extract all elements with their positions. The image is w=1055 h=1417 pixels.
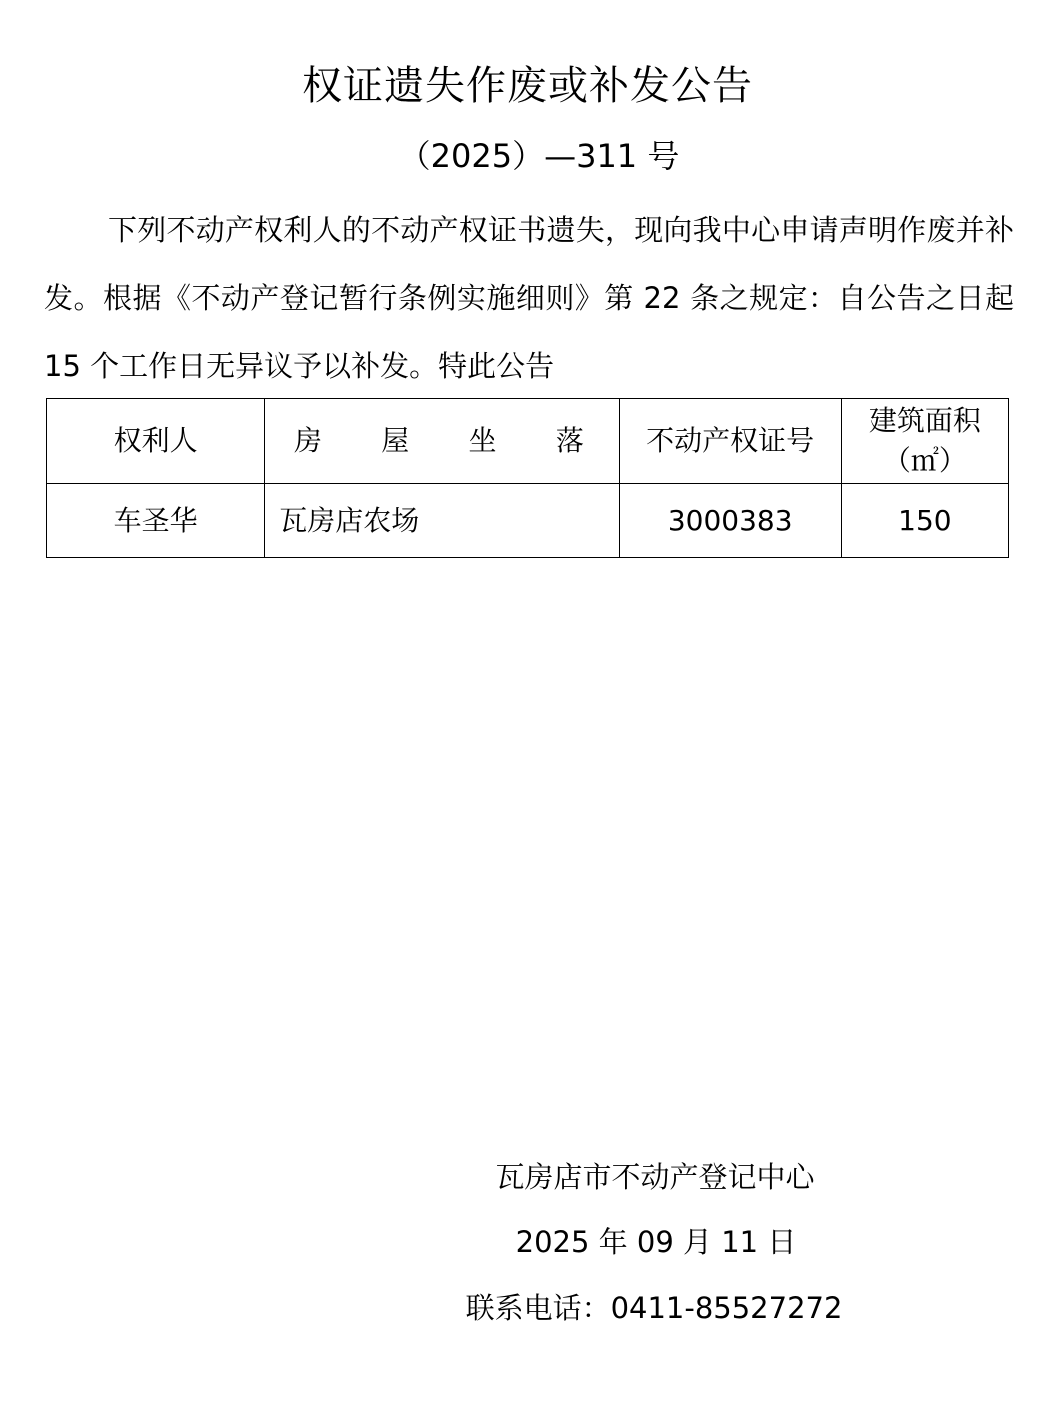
header-area-unit: （㎡） <box>882 444 967 477</box>
notice-title: 权证遗失作废或补发公告 <box>302 63 753 109</box>
notice-body: 下列不动产权利人的不动产权证书遗失，现向我中心申请声明作废并补发。根据《不动产登记暂行条例实施细则》第 22 条之规定：自公告之日起 15 个工作日无异议予以补发。特此公告 <box>44 213 1014 383</box>
footer-organization: 瓦房店市不动产登记中心 <box>495 1160 815 1194</box>
footer-date: 2025 年 09 月 11 日 <box>515 1225 797 1259</box>
cell-location: 瓦房店农场 <box>265 484 619 558</box>
cell-holder: 车圣华 <box>47 484 265 558</box>
notice-number: （2025）—311 号 <box>398 137 680 175</box>
records-table <box>46 398 1009 558</box>
footer-phone: 联系电话：0411-85527272 <box>465 1291 843 1325</box>
header-area <box>841 399 1008 484</box>
header-area-label: 建筑面积 <box>868 404 981 437</box>
header-location: 房 屋 坐 落 <box>265 399 619 484</box>
table-header-row <box>47 399 1009 484</box>
table-row <box>47 484 1009 558</box>
cell-area: 150 <box>841 484 1008 558</box>
cell-certificate: 3000383 <box>619 484 841 558</box>
header-holder: 权利人 <box>47 399 265 484</box>
header-certificate: 不动产权证号 <box>619 399 841 484</box>
